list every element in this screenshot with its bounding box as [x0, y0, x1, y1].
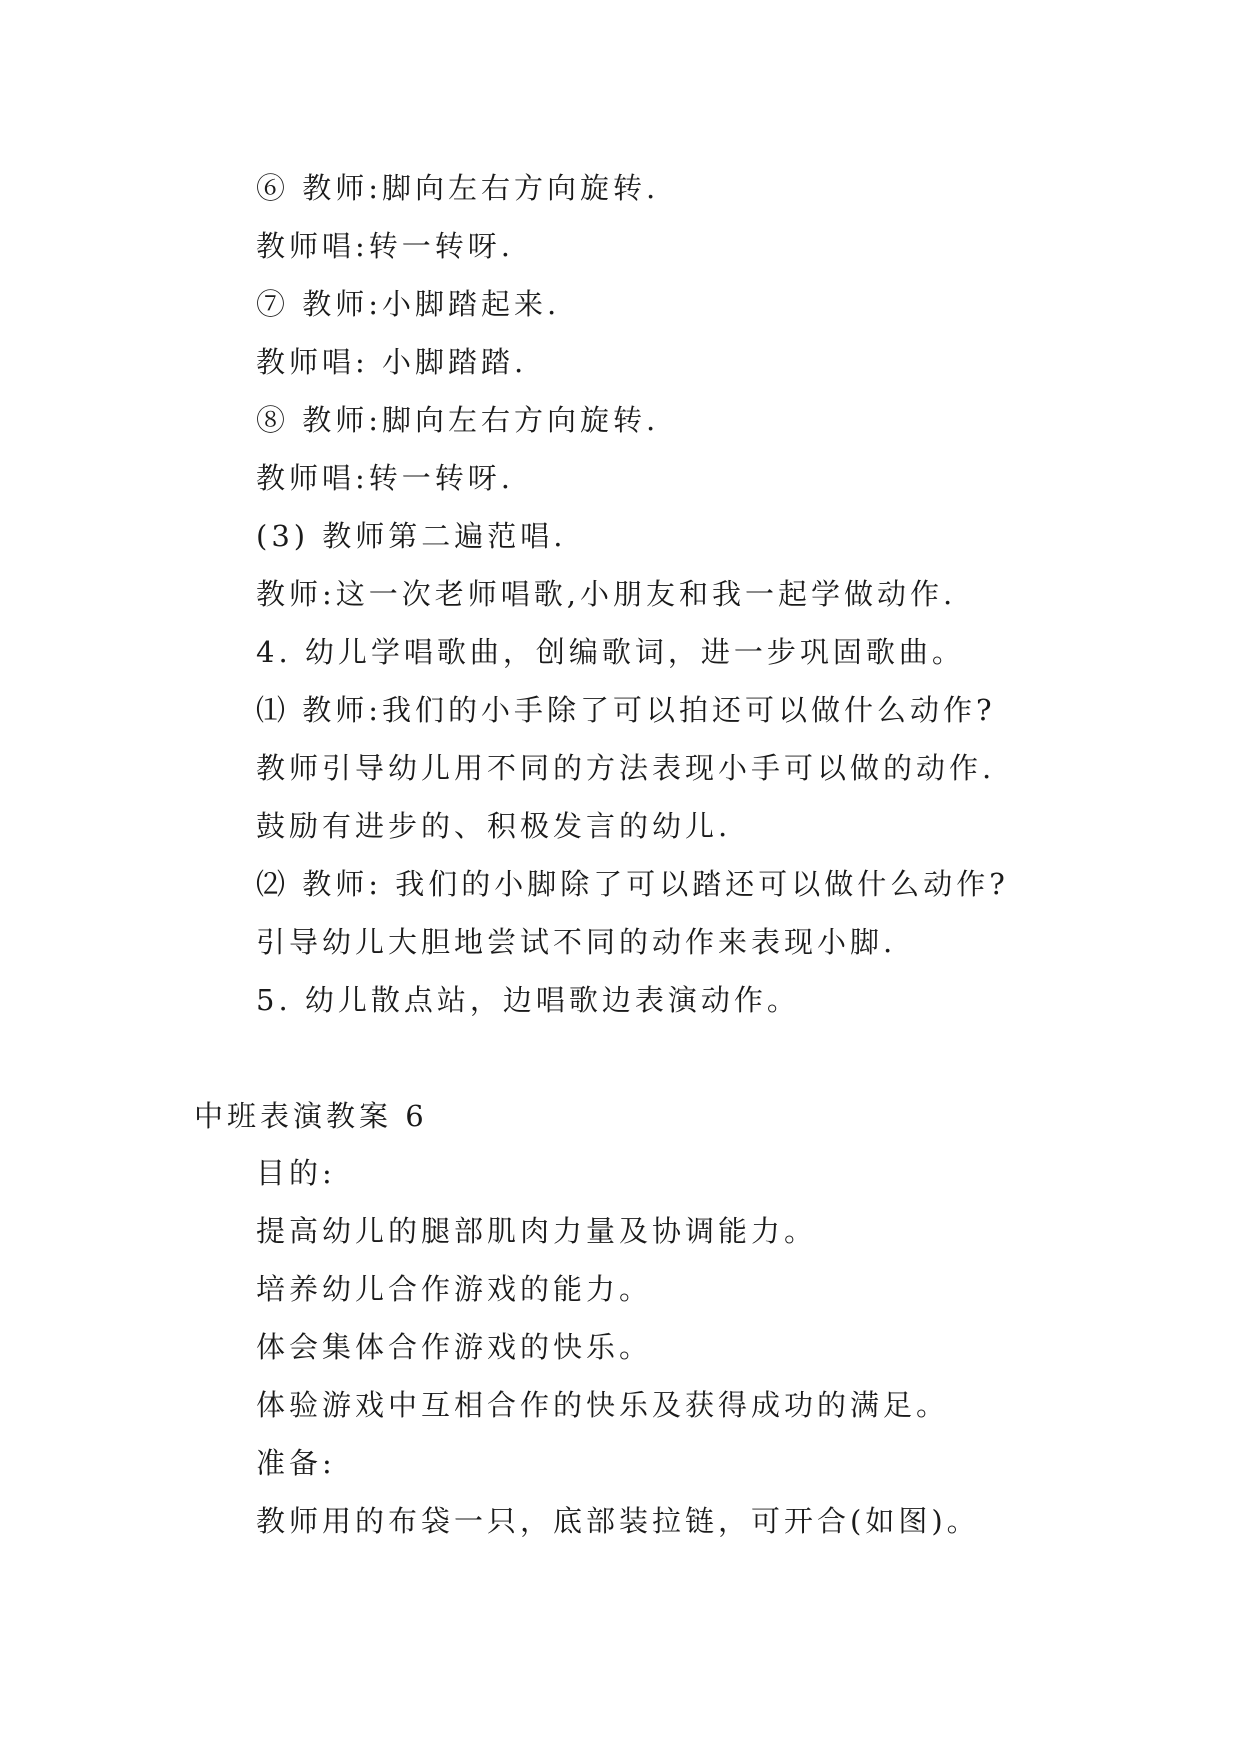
- paragraph-line: ⑥ 教师:脚向左右方向旋转.: [256, 171, 660, 205]
- paragraph-line: ⑴ 教师:我们的小手除了可以拍还可以做什么动作?: [256, 693, 996, 727]
- paragraph-line: 教师唱: 小脚踏踏.: [256, 345, 528, 379]
- paragraph-line: 体验游戏中互相合作的快乐及获得成功的满足。: [256, 1388, 950, 1422]
- paragraph-line: ⑧ 教师:脚向左右方向旋转.: [256, 403, 660, 437]
- paragraph-line: (3) 教师第二遍范唱.: [256, 519, 567, 553]
- paragraph-line: 教师唱:转一转呀.: [256, 229, 514, 263]
- paragraph-line: 教师唱:转一转呀.: [256, 461, 514, 495]
- paragraph-line: 引导幼儿大胆地尝试不同的动作来表现小脚.: [256, 925, 897, 959]
- paragraph-line: 提高幼儿的腿部肌肉力量及协调能力。: [256, 1214, 818, 1248]
- section-title: 中班表演教案 6: [194, 1099, 428, 1133]
- paragraph-line: 教师用的布袋一只，底部装拉链，可开合(如图)。: [256, 1504, 980, 1538]
- paragraph-line: 培养幼儿合作游戏的能力。: [256, 1272, 653, 1306]
- paragraph-line: 4. 幼儿学唱歌曲，创编歌词，进一步巩固歌曲。: [256, 635, 965, 669]
- paragraph-line: 准备:: [256, 1446, 336, 1480]
- paragraph-line: 5. 幼儿散点站，边唱歌边表演动作。: [256, 983, 800, 1017]
- paragraph-line: 教师引导幼儿用不同的方法表现小手可以做的动作.: [256, 751, 996, 785]
- paragraph-line: ⑵ 教师: 我们的小脚除了可以踏还可以做什么动作?: [256, 867, 1009, 901]
- paragraph-line: 目的:: [256, 1156, 336, 1190]
- paragraph-line: 教师:这一次老师唱歌,小朋友和我一起学做动作.: [256, 577, 957, 611]
- paragraph-line: ⑦ 教师:小脚踏起来.: [256, 287, 561, 321]
- paragraph-line: 体会集体合作游戏的快乐。: [256, 1330, 653, 1364]
- paragraph-line: 鼓励有进步的、积极发言的幼儿.: [256, 809, 732, 843]
